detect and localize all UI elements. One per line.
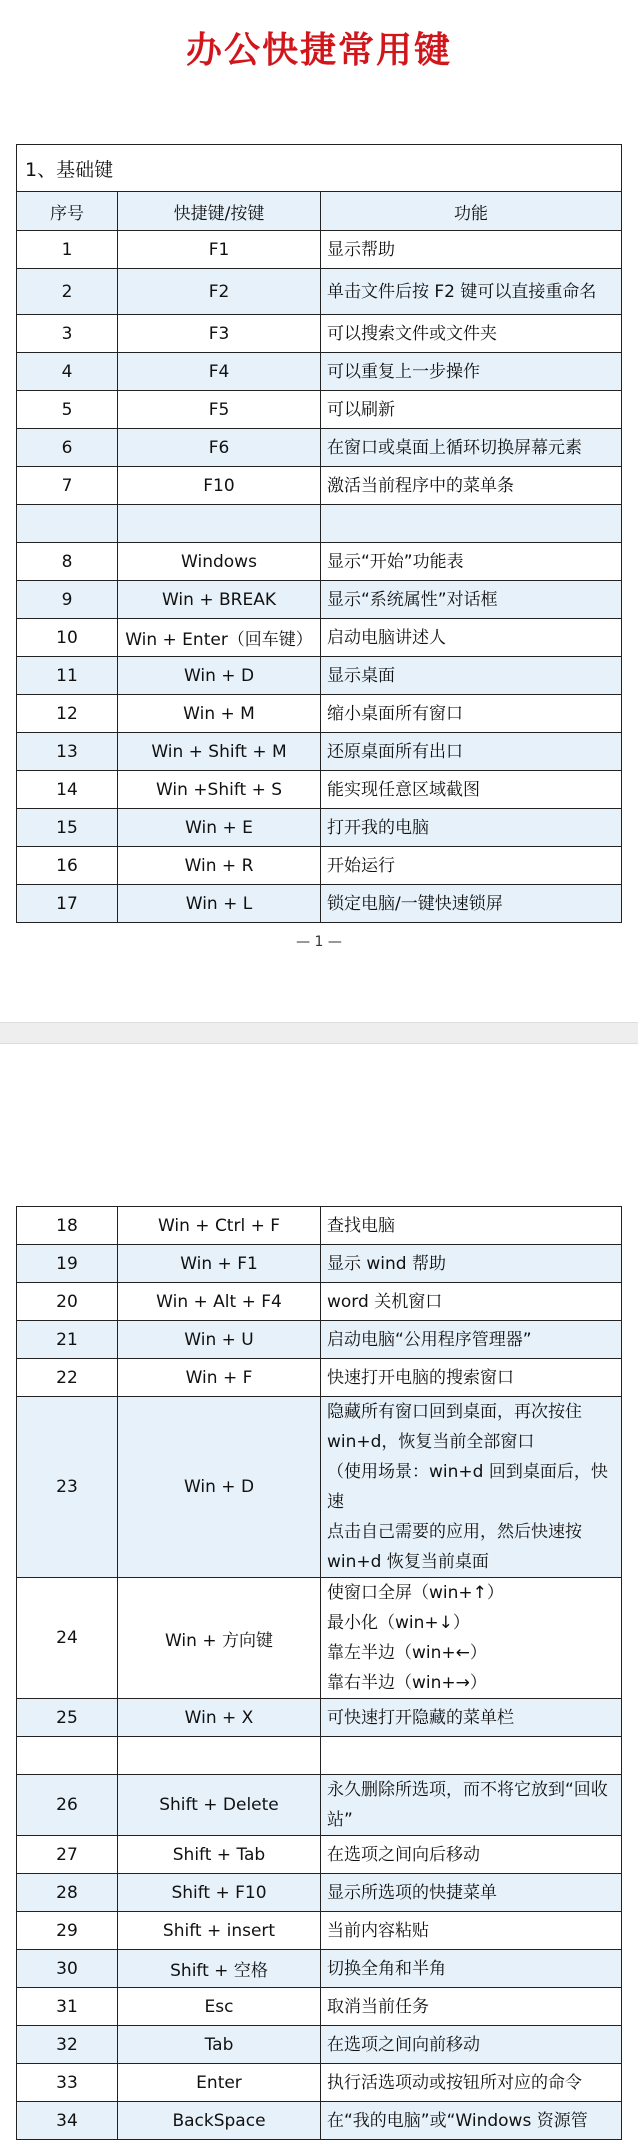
- table-row: [17, 657, 622, 695]
- row-shortcut: Shift + Delete: [118, 1775, 321, 1836]
- row-function-line: 隐藏所有窗口回到桌面，再次按住: [327, 1402, 582, 1422]
- row-number: 34: [17, 2102, 118, 2140]
- row-shortcut: Win + D: [118, 1397, 321, 1578]
- page-separator: [0, 1022, 638, 1044]
- table-row: [17, 1912, 622, 1950]
- row-function-line: 靠左半边（win+←）: [327, 1643, 487, 1663]
- row-function: 显示所选项的快捷菜单: [321, 1874, 622, 1912]
- table-row: [17, 581, 622, 619]
- table-row: [17, 1699, 622, 1737]
- row-shortcut: [118, 505, 321, 543]
- table-row: [17, 695, 622, 733]
- row-number: 32: [17, 2026, 118, 2064]
- row-shortcut: Win + Shift + M: [118, 733, 321, 771]
- row-function: [321, 1737, 622, 1775]
- row-number: 11: [17, 657, 118, 695]
- row-number: 13: [17, 733, 118, 771]
- header-function: 功能: [321, 192, 622, 231]
- table-row: [17, 2102, 622, 2140]
- row-shortcut: [118, 1737, 321, 1775]
- row-function-line: 站”: [327, 1810, 353, 1830]
- row-number: [17, 1737, 118, 1775]
- table-row: [17, 467, 622, 505]
- row-shortcut: Tab: [118, 2026, 321, 2064]
- row-function: 打开我的电脑: [321, 809, 622, 847]
- row-shortcut: Win + D: [118, 657, 321, 695]
- row-number: 26: [17, 1775, 118, 1836]
- row-number: 12: [17, 695, 118, 733]
- page-number: — 1 —: [296, 934, 342, 950]
- row-function-line: （使用场景：win+d 回到桌面后，快速: [327, 1462, 608, 1512]
- row-function-line: 使窗口全屏（win+↑）: [327, 1583, 504, 1603]
- row-function: [321, 505, 622, 543]
- row-function: 可快速打开隐藏的菜单栏: [321, 1699, 622, 1737]
- row-function: 锁定电脑/一键快速锁屏: [321, 885, 622, 923]
- row-function: 还原桌面所有出口: [321, 733, 622, 771]
- row-shortcut: Win + Ctrl + F: [118, 1207, 321, 1245]
- row-shortcut: F2: [118, 269, 321, 315]
- row-number: 20: [17, 1283, 118, 1321]
- row-shortcut: Windows: [118, 543, 321, 581]
- table-row: [17, 269, 622, 315]
- row-number: 30: [17, 1950, 118, 1988]
- row-function-line: win+d，恢复当前全部窗口: [327, 1432, 535, 1452]
- row-number: 23: [17, 1397, 118, 1578]
- section-heading: 1、基础键: [17, 145, 622, 192]
- row-function: [321, 1775, 622, 1836]
- row-shortcut: BackSpace: [118, 2102, 321, 2140]
- row-shortcut: Shift + 空格: [118, 1950, 321, 1988]
- table-row: [17, 1359, 622, 1397]
- row-function: 能实现任意区域截图: [321, 771, 622, 809]
- row-function: 显示“开始”功能表: [321, 543, 622, 581]
- row-number: 5: [17, 391, 118, 429]
- header-shortcut: 快捷键/按键: [118, 192, 321, 231]
- table-row: [17, 619, 622, 657]
- table-row: [17, 353, 622, 391]
- row-number: 31: [17, 1988, 118, 2026]
- row-function: 在窗口或桌面上循环切换屏幕元素: [321, 429, 622, 467]
- table-row: [17, 2026, 622, 2064]
- table-row: [17, 391, 622, 429]
- row-function: 缩小桌面所有窗口: [321, 695, 622, 733]
- row-number: 21: [17, 1321, 118, 1359]
- row-shortcut: Shift + insert: [118, 1912, 321, 1950]
- row-number: 1: [17, 231, 118, 269]
- row-function: 快速打开电脑的搜索窗口: [321, 1359, 622, 1397]
- row-number: 3: [17, 315, 118, 353]
- row-function-line: 永久删除所选项，而不将它放到“回收: [327, 1780, 608, 1800]
- row-function: 显示 wind 帮助: [321, 1245, 622, 1283]
- table-row: [17, 1207, 622, 1245]
- table-row: [17, 429, 622, 467]
- document-title: 办公快捷常用键: [185, 30, 452, 71]
- row-function: 可以刷新: [321, 391, 622, 429]
- row-function: 取消当前任务: [321, 1988, 622, 2026]
- row-shortcut: Shift + Tab: [118, 1836, 321, 1874]
- table-row: [17, 2064, 622, 2102]
- row-function: [321, 1578, 622, 1699]
- table-row: [17, 1397, 622, 1578]
- row-number: 33: [17, 2064, 118, 2102]
- table-row: [17, 733, 622, 771]
- row-shortcut: F1: [118, 231, 321, 269]
- row-shortcut: Win + M: [118, 695, 321, 733]
- row-number: 4: [17, 353, 118, 391]
- row-number: 19: [17, 1245, 118, 1283]
- row-function: 单击文件后按 F2 键可以直接重命名: [321, 269, 622, 315]
- row-shortcut: Win + X: [118, 1699, 321, 1737]
- table-header-row: [17, 192, 622, 231]
- row-function: 当前内容粘贴: [321, 1912, 622, 1950]
- table-row: [17, 1578, 622, 1699]
- row-function: 在“我的电脑”或“Windows 资源管: [321, 2102, 622, 2140]
- row-function: 在选项之间向前移动: [321, 2026, 622, 2064]
- row-function-line: 点击自己需要的应用，然后快速按: [327, 1522, 582, 1542]
- table-row: [17, 1836, 622, 1874]
- row-number: 22: [17, 1359, 118, 1397]
- row-shortcut: Esc: [118, 1988, 321, 2026]
- table-row: [17, 1950, 622, 1988]
- row-function: 可以搜索文件或文件夹: [321, 315, 622, 353]
- table-row: [17, 315, 622, 353]
- row-function: 在选项之间向后移动: [321, 1836, 622, 1874]
- row-number: 10: [17, 619, 118, 657]
- row-function: word 关机窗口: [321, 1283, 622, 1321]
- row-number: 2: [17, 269, 118, 315]
- row-function-line: 靠右半边（win+→）: [327, 1673, 487, 1693]
- row-function: 启动电脑讲述人: [321, 619, 622, 657]
- row-function: 可以重复上一步操作: [321, 353, 622, 391]
- row-shortcut: F4: [118, 353, 321, 391]
- row-function: 启动电脑“公用程序管理器”: [321, 1321, 622, 1359]
- row-number: 8: [17, 543, 118, 581]
- row-shortcut: Win + Enter（回车键）: [118, 619, 321, 657]
- table-spacer-row: [17, 1737, 622, 1775]
- row-function: [321, 1397, 622, 1578]
- row-function: 激活当前程序中的菜单条: [321, 467, 622, 505]
- table-row: [17, 543, 622, 581]
- document-page-1: [0, 0, 638, 1022]
- header-number: 序号: [17, 192, 118, 231]
- row-function: 切换全角和半角: [321, 1950, 622, 1988]
- row-shortcut: Win + 方向键: [118, 1578, 321, 1699]
- row-number: 15: [17, 809, 118, 847]
- row-shortcut: Enter: [118, 2064, 321, 2102]
- row-shortcut: Shift + F10: [118, 1874, 321, 1912]
- section-heading-row: [17, 145, 622, 192]
- row-number: 17: [17, 885, 118, 923]
- row-number: 28: [17, 1874, 118, 1912]
- row-function: 显示桌面: [321, 657, 622, 695]
- row-number: [17, 505, 118, 543]
- row-number: 18: [17, 1207, 118, 1245]
- row-shortcut: Win + Alt + F4: [118, 1283, 321, 1321]
- row-function-line: win+d 恢复当前桌面: [327, 1552, 489, 1572]
- table-row: [17, 771, 622, 809]
- table-row: [17, 231, 622, 269]
- row-shortcut: F3: [118, 315, 321, 353]
- shortcut-table-basic: [16, 144, 622, 923]
- row-function: 执行活选项动或按钮所对应的命令: [321, 2064, 622, 2102]
- table-row: [17, 1245, 622, 1283]
- row-number: 25: [17, 1699, 118, 1737]
- row-shortcut: Win + E: [118, 809, 321, 847]
- row-function: 开始运行: [321, 847, 622, 885]
- row-number: 14: [17, 771, 118, 809]
- row-shortcut: Win + L: [118, 885, 321, 923]
- table-row: [17, 1283, 622, 1321]
- row-number: 16: [17, 847, 118, 885]
- row-function: 显示“系统属性”对话框: [321, 581, 622, 619]
- row-number: 6: [17, 429, 118, 467]
- row-shortcut: Win + U: [118, 1321, 321, 1359]
- row-shortcut: Win +Shift + S: [118, 771, 321, 809]
- table-row: [17, 885, 622, 923]
- row-function-line: 最小化（win+↓）: [327, 1613, 470, 1633]
- row-number: 29: [17, 1912, 118, 1950]
- row-number: 27: [17, 1836, 118, 1874]
- table-row: [17, 1775, 622, 1836]
- row-shortcut: Win + R: [118, 847, 321, 885]
- table-row: [17, 1988, 622, 2026]
- table-row: [17, 1874, 622, 1912]
- row-number: 24: [17, 1578, 118, 1699]
- table-spacer-row: [17, 505, 622, 543]
- row-number: 9: [17, 581, 118, 619]
- row-shortcut: Win + BREAK: [118, 581, 321, 619]
- row-shortcut: Win + F1: [118, 1245, 321, 1283]
- row-shortcut: F10: [118, 467, 321, 505]
- row-shortcut: F5: [118, 391, 321, 429]
- row-shortcut: F6: [118, 429, 321, 467]
- shortcut-table-continued: [16, 1206, 622, 2140]
- row-function: 显示帮助: [321, 231, 622, 269]
- table-row: [17, 809, 622, 847]
- row-number: 7: [17, 467, 118, 505]
- table-row: [17, 847, 622, 885]
- row-function: 查找电脑: [321, 1207, 622, 1245]
- row-shortcut: Win + F: [118, 1359, 321, 1397]
- table-row: [17, 1321, 622, 1359]
